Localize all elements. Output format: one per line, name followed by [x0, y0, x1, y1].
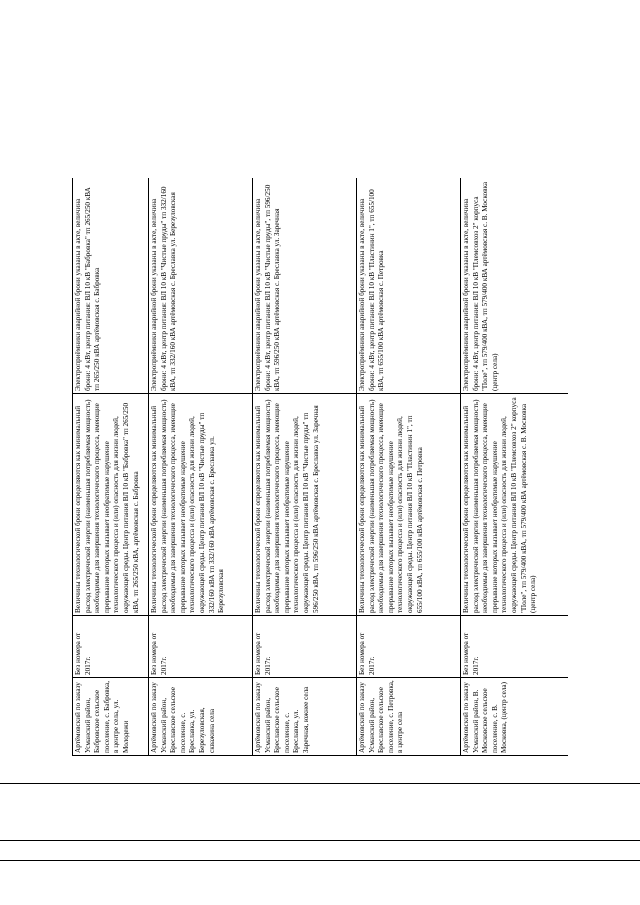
- table-row: [73, 178, 149, 756]
- armor-note-cell: Электроприёмники аварийной брони указаны в акте, величина брони: 4 кВт, центр питания: ВЛ 10 кВ "Племсовхоз 2" корпуса "Поле", тп 579/400 кВА, тп 579/400 кВА артёмовская с. В. Московка (центр села): [461, 178, 569, 394]
- armor-note-cell: Электроприёмники аварийной брони указаны в акте, величина брони: 4 кВт, центр питания: ВЛ 10 кВ "Пластинин 1", тп 655/100 кВА, тп 655/100 кВА артёмовская с. Петровка: [357, 178, 461, 394]
- table-row: [149, 178, 253, 756]
- date-cell: Без номера от 2017г.: [73, 616, 149, 678]
- date-cell: Без номера от 2017г.: [357, 616, 461, 678]
- location-cell: Артёмовский по заказу Усманский район, Бреславское сельское поселение, с. Бреславка, ул. Заречная, южнее села: [253, 678, 357, 756]
- location-cell: Артёмовский по заказу Усманский район, Бабровское сельское поселение, с. Бабровка, в центре села, ул. Молодежи: [73, 678, 149, 756]
- date-cell: Без номера от 2017г.: [253, 616, 357, 678]
- description-cell: Величины технологической брони определяются как минимальный расход электрической энергии (наименьшая потребляемая мощность) необходимые для завершения технологического процесса, имеющие прерывание которых вызывает необратимые нарушение технологического процесса и (или) опасность для жизни людей, окружающей среды. Центр питания ВЛ 10 кВ "Пластинин 1", тп 655/100 кВА, тп 655/100 кВА артёмовская с. Петровка: [357, 394, 461, 616]
- location-cell: Артёмовский по заказу Усманский район, Бреславское сельское поселение, с. Бреславка, ул. Березуловская, скважина села: [149, 678, 253, 756]
- location-cell: Артёмовский по заказу Усманский район, В. Московское сельское поселение, с. В. Московка, (центр села): [461, 678, 569, 756]
- date-cell: Без номера от 2017г.: [149, 616, 253, 678]
- table-row: [253, 178, 357, 756]
- armor-note-cell: Электроприёмники аварийной брони указаны в акте, величина брони: 4 кВт, центр питания: ВЛ 10 кВ "Чистые пруды" тп 332/160 кВА, тп 332/160 кВА артёмовская с. Бреславка ул. Березуловская: [149, 178, 253, 394]
- date-cell: Без номера от 2017г.: [461, 616, 569, 678]
- horizontal-rule: [0, 860, 640, 861]
- table-row: [357, 178, 461, 756]
- document-table: [72, 178, 568, 756]
- description-cell: Величины технологической брони определяются как минимальный расход электрической энергии (наименьшая потребляемая мощность) необходимые для завершения технологического процесса, имеющие прерывание которых вызывает необратимые нарушение технологического процесса и (или) опасность для жизни людей, окружающей среды. Центр питания ВЛ 10 кВ "Чистые пруды" тп 596/250 кВА, тп 596/250 кВА артёмовская с. Бреславка ул. Заречная: [253, 394, 357, 616]
- rotated-table: [72, 178, 568, 756]
- rotated-table-region: [72, 178, 568, 756]
- horizontal-rule: [0, 840, 640, 841]
- armor-note-cell: Электроприёмники аварийной брони указаны в акте, величина брони: 4 кВт, центр питания: ВЛ 10 кВ "Чистые пруды", тп 596/250 кВА, тп 596/250 кВА артёмовская с. Бреславка ул. Заречная: [253, 178, 357, 394]
- description-cell: Величины технологической брони определяются как минимальный расход электрической энергии (наименьшая потребляемая мощность) необходимые для завершения технологического процесса, имеющие прерывание которых вызывает необратимые нарушение технологического процесса и (или) опасность для жизни людей, окружающей среды. Центр питания ВЛ 10 кВ "Бабровка" тп 265/250 кВА, тп 265/250 кВА, артёмовская с. Бабровка: [73, 394, 149, 616]
- description-cell: Величины технологической брони определяются как минимальный расход электрической энергии (наименьшая потребляемая мощность) необходимые для завершения технологического процесса, имеющие прерывание которых вызывает необратимые нарушение технологического процесса и (или) опасность для жизни людей, окружающей среды. Центр питания ВЛ 10 кВ "Чистые пруды" тп 332/160 кВА тп 332/160 кВА артёмовская с. Бреславка ул. Березуловская: [149, 394, 253, 616]
- table-row: [461, 178, 569, 756]
- horizontal-rule: [0, 783, 640, 784]
- location-cell: Артёмовский по заказу Усманский район, Бреславское сельское поселение, с. Петровка, в центре села: [357, 678, 461, 756]
- description-cell: Величины технологической брони определяются как минимальный расход электрической энергии (наименьшая потребляемая мощность) необходимые для завершения технологического процесса, имеющие прерывание которых вызывает необратимые нарушение технологического процесса и (или) опасность для жизни людей, окружающей среды. Центр питания ВЛ 10 кВ "Племсовхоз 2" корпуса "Поле", тп 579/400 кВА, тп 579/400 кВА артёмовская с. В. Московка (центр села): [461, 394, 569, 616]
- armor-note-cell: Электроприёмники аварийной брони указаны в акте, величина брони: 4 кВт, центр питания: ВЛ 10 кВ "Бабровка" тп 265/250 кВА тп 265/250 кВА артёмовская с. Бабровка: [73, 178, 149, 394]
